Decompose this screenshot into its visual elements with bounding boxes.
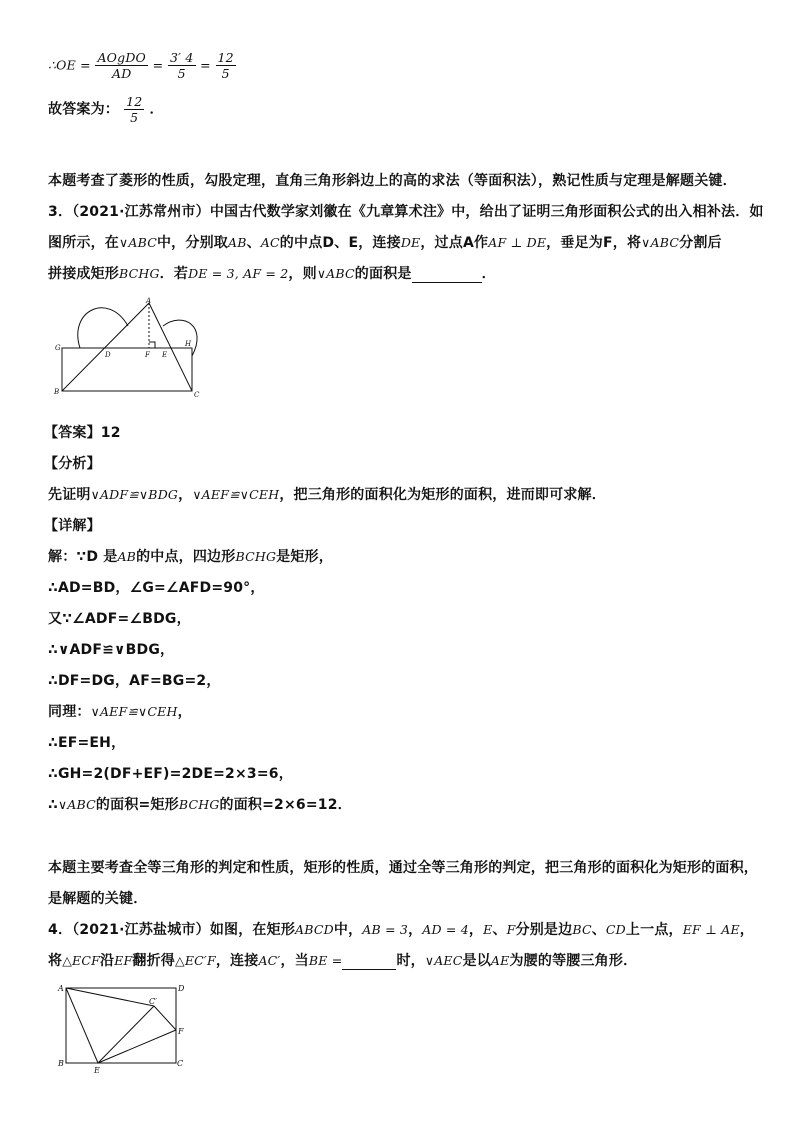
q3-line-3: 拼接成矩形BCHG．若DE = 3, AF = 2，则∨ABC的面积是 ． [48,266,496,282]
q3-detail-7: ∴EF=EH， [48,735,126,751]
label-h: H [185,340,192,348]
label-e: E [162,351,168,359]
segment-ab [62,303,149,391]
label-b: B [58,1059,64,1068]
label-a: A [146,297,152,305]
q3-detail-9: ∴∨ABC的面积=矩形BCHG的面积=2×6=12． [48,797,352,813]
label-f: F [145,351,150,359]
q3-line-1: 3．（2021·江苏常州市）中国古代数学家刘徽在《九章算术注》中，给出了证明三角形面积公式的出入相补法．如 [48,204,764,220]
label-c: C [177,1059,184,1068]
q3-detail-label: 【详解】 [44,518,101,534]
answer-blank-q4[interactable] [342,955,396,970]
q3-detail-8: ∴GH=2(DF+EF)=2DE=2×3=6， [48,766,293,782]
q3-analysis-text: 先证明∨ADF≌∨BDG，∨AEF≌∨CEH，把三角形的面积化为矩形的面积，进而即可求解． [48,487,606,503]
fraction-ao-do-over-ad: $\frac{\text{AOgDO}}{AD}$ [97,50,146,81]
label-f: F [178,1027,184,1036]
q4-line-1: 4．（2021·江苏盐城市）如图，在矩形ABCD中，AB = 3，AD = 4，E、F分别是边BC、CD上一点，EF ⊥ AE， [48,922,754,938]
q3-detail-1: 解：∵D 是AB的中点，四边形BCHG是矩形， [48,549,333,565]
q3-figure [48,296,218,404]
answer-line: 故答案为： $\frac{12}{5}$ ． [48,94,164,125]
q4-figure [56,980,188,1075]
segment-ec-prime [98,1006,154,1063]
rotation-arc-left [78,308,128,348]
oe-equation: ∴OE = $\frac{\text{AOgDO}}{AD}$ = $\frac{3' 4}{5}$ = $\frac{12}{5}$ [48,50,234,81]
summary-q2: 本题考查了菱形的性质，勾股定理，直角三角形斜边上的高的求法（等面积法），熟记性质与定理是解题关键． [48,173,737,189]
segment-ef [98,1030,176,1063]
answer-blank[interactable] [412,268,482,283]
q3-detail-2: ∴AD=BD，∠G=∠AFD=90°， [48,580,265,596]
q3-answer: 【答案】12 [44,425,121,441]
label-c-prime: C′ [149,997,157,1006]
segment-fc-prime [154,1006,176,1030]
rectangle-bchg [62,348,192,391]
answer-fraction: $\frac{12}{5}$ [126,94,143,125]
label-g: G [55,344,61,352]
segment-ac-prime [66,988,154,1006]
label-b: B [54,388,60,396]
label-d: D [178,984,185,993]
fraction-3x4-over-5: $\frac{3' 4}{5}$ [169,50,194,81]
label-c: C [194,391,200,399]
label-e: E [94,1066,100,1075]
oe-prefix: ∴OE = [48,57,91,73]
label-a: A [58,984,64,993]
q3-detail-5: ∴DF=DG，AF=BG=2， [48,673,221,689]
summary-q3-line-2: 是解题的关键． [48,891,148,907]
q3-detail-6: 同理：∨AEF≌∨CEH， [48,704,192,720]
q3-detail-4: ∴∨ADF≌∨BDG， [48,642,175,658]
q3-line-2: 图所示，在∨ABC中，分别取AB、AC的中点D、E，连接DE，过点A作AF ⊥ DE，垂足为F，将∨ABC分割后 [48,235,722,251]
right-angle-mark [149,342,155,348]
summary-q3-line-1: 本题主要考查全等三角形的判定和性质，矩形的性质，通过全等三角形的判定，把三角形的面积化为矩形的面积， [48,860,758,876]
label-d: D [105,351,111,359]
fraction-12-over-5: $\frac{12}{5}$ [217,50,234,81]
q3-analysis-label: 【分析】 [44,456,101,472]
segment-ae [66,988,98,1063]
q3-detail-3: 又∵∠ADF=∠BDG， [48,611,191,627]
q4-line-2: 将△ECF沿EF翻折得△EC′F，连接AC′，当BE = 时，∨AEC是以AE为腰的等腰三角形． [48,953,638,969]
